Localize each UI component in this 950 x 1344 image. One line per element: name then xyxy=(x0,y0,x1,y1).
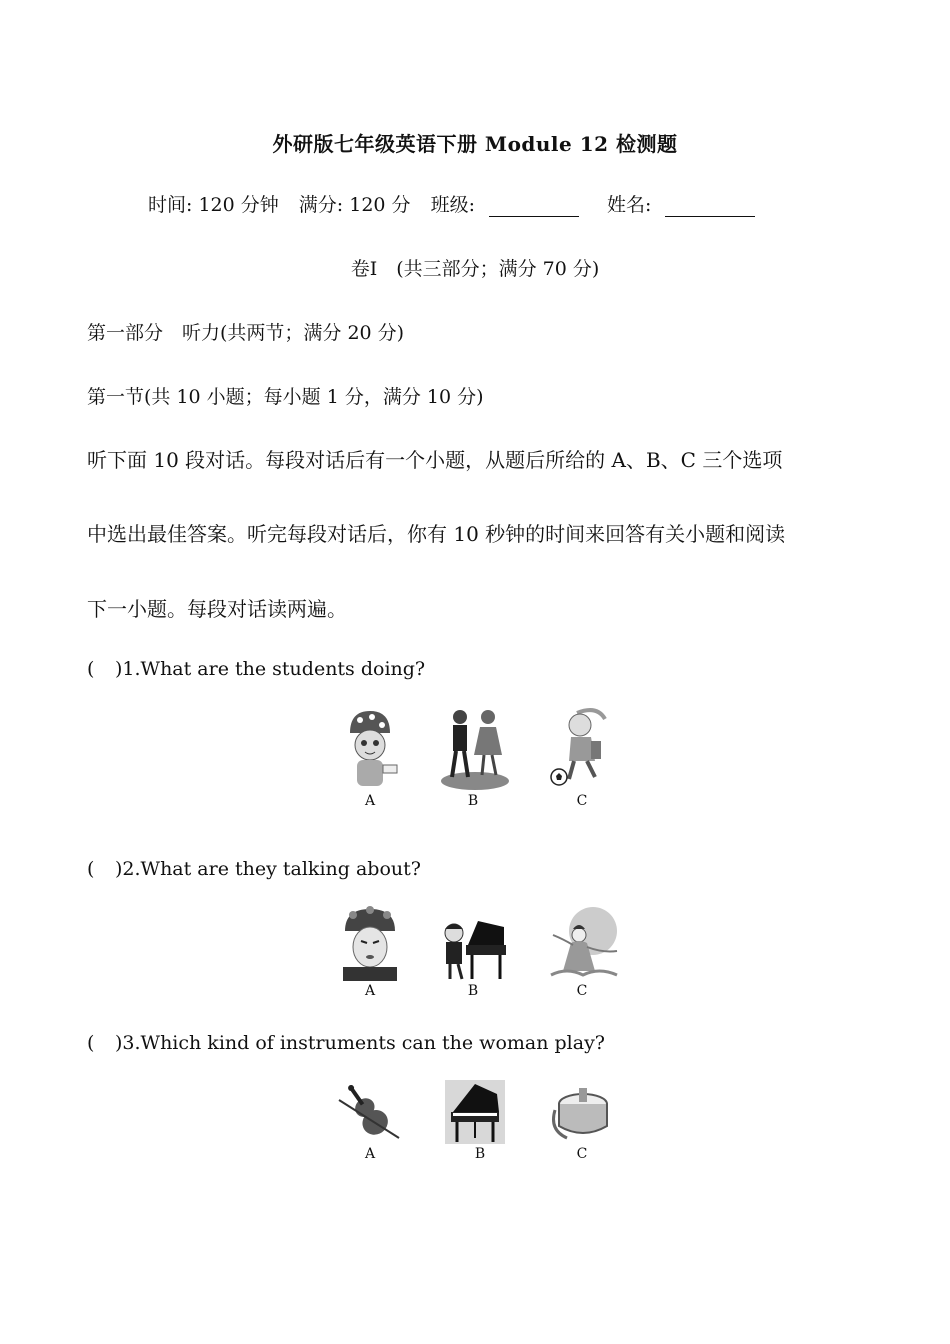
question-1 xyxy=(87,658,425,680)
instruction-line: 听下面 10 段对话。每段对话后有一个小题，从题后所给的 A、B、C 三个选项 xyxy=(87,448,783,472)
option-c[interactable] xyxy=(547,905,617,999)
option-label: C xyxy=(576,1146,588,1162)
question-3 xyxy=(87,1032,605,1054)
beijing-opera-icon xyxy=(335,905,405,983)
answer-paren[interactable]: ( xyxy=(87,858,95,880)
question-2-options xyxy=(335,905,625,1015)
option-a[interactable] xyxy=(335,905,405,999)
question-1-options xyxy=(335,705,625,815)
question-text: )3.Which kind of instruments can the woman play? xyxy=(115,1032,605,1054)
question-text: )2.What are they talking about? xyxy=(115,858,421,880)
option-c[interactable] xyxy=(547,705,617,809)
grand-piano-icon xyxy=(445,1080,505,1146)
option-a[interactable] xyxy=(335,705,405,809)
section-heading: 第一节(共 10 小题；每小题 1 分，满分 10 分) xyxy=(87,386,484,408)
option-label: B xyxy=(467,793,479,809)
volume-heading: 卷Ⅰ (共三部分；满分 70 分) xyxy=(350,258,600,280)
dancing-couple-icon xyxy=(438,705,513,793)
option-label: B xyxy=(467,983,479,999)
class-label: 班级: xyxy=(430,194,475,216)
question-2 xyxy=(87,858,421,880)
option-label: C xyxy=(576,793,588,809)
drum-icon xyxy=(547,1080,617,1146)
violin-icon xyxy=(335,1080,405,1146)
option-b[interactable] xyxy=(438,705,508,809)
question-text: )1.What are the students doing? xyxy=(115,658,426,680)
cartoon-child-icon xyxy=(335,705,405,793)
boy-playing-piano-icon xyxy=(438,905,508,983)
option-label: A xyxy=(364,1146,376,1162)
question-3-options xyxy=(335,1080,625,1190)
option-label: A xyxy=(364,793,376,809)
exam-info xyxy=(148,190,777,217)
answer-paren[interactable]: ( xyxy=(87,658,95,680)
chang-e-moon-icon xyxy=(547,905,621,983)
option-c[interactable] xyxy=(547,1080,617,1162)
part-heading: 第一部分 听力(共两节；满分 20 分) xyxy=(87,322,405,344)
option-label: A xyxy=(364,983,376,999)
name-label: 姓名: xyxy=(607,194,652,216)
option-label: C xyxy=(576,983,588,999)
option-label: B xyxy=(474,1146,486,1162)
name-field[interactable] xyxy=(665,198,755,217)
class-field[interactable] xyxy=(489,198,579,217)
option-b[interactable] xyxy=(445,1080,515,1162)
page-title: 外研版七年级英语下册 Module 12 检测题 xyxy=(272,132,678,156)
score-label: 满分: 120 分 xyxy=(298,194,411,216)
instruction-line: 中选出最佳答案。听完每段对话后，你有 10 秒钟的时间来回答有关小题和阅读 xyxy=(87,522,786,546)
option-b[interactable] xyxy=(438,905,508,999)
answer-paren[interactable]: ( xyxy=(87,1032,95,1054)
instruction-line: 下一小题。每段对话读两遍。 xyxy=(87,597,347,621)
time-label: 时间: 120 分钟 xyxy=(148,194,279,216)
girl-playing-football-icon xyxy=(547,705,617,793)
option-a[interactable] xyxy=(335,1080,405,1162)
